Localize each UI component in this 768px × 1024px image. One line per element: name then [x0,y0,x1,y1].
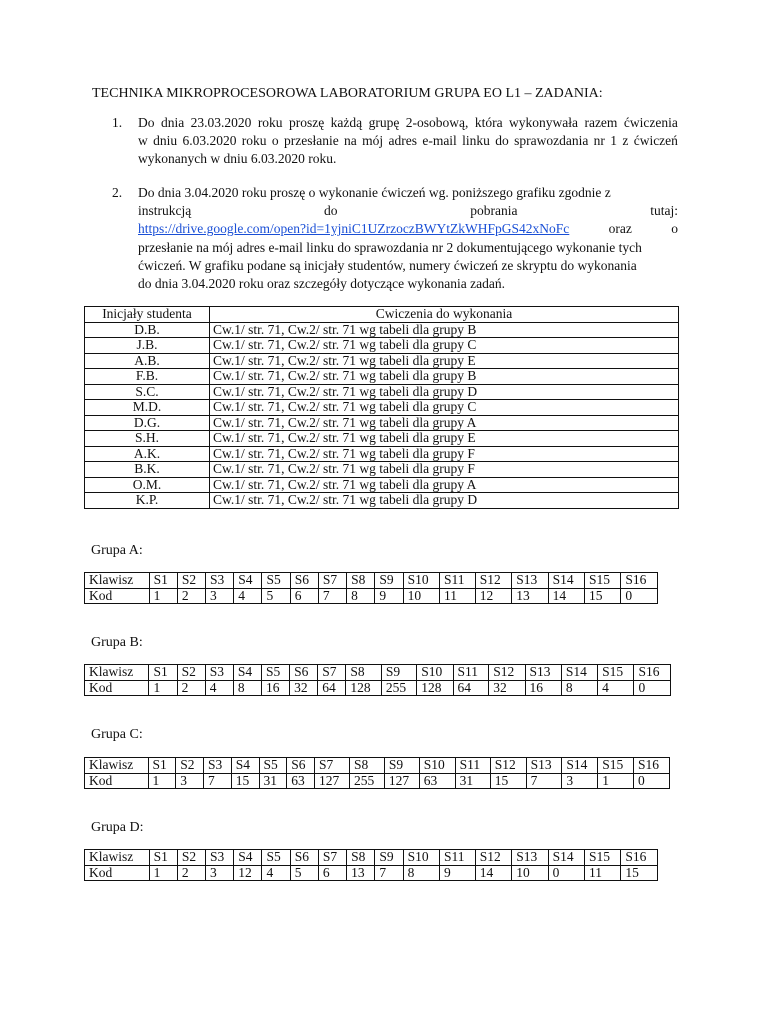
key-cell: S9 [375,573,403,589]
key-row [85,573,658,589]
key-cell: S9 [381,665,416,681]
key-cell: S14 [561,665,597,681]
key-cell: S9 [384,758,419,774]
item-number: 1. [112,115,123,130]
group-label: Grupa D: [91,820,144,835]
code-cell: 31 [259,773,287,789]
code-cell: 127 [315,773,350,789]
key-cell: S12 [475,850,511,866]
code-cell: 9 [375,588,403,604]
code-cell: 255 [349,773,384,789]
key-cell: S4 [234,573,262,589]
table-row [85,493,679,509]
code-cell: 3 [206,588,234,604]
word: Do [138,115,155,130]
code-cell: 1 [148,773,176,789]
code-cell: 63 [419,773,455,789]
code-cell: 3 [206,865,234,881]
word: razem [584,115,618,130]
exercises-cell: Cw.1/ str. 71, Cw.2/ str. 71 wg tabeli dla grupy E [210,353,679,369]
word: dniu [153,133,178,149]
key-cell: S8 [347,573,375,589]
code-cell: 128 [417,680,453,696]
exercises-cell: Cw.1/ str. 71, Cw.2/ str. 71 wg tabeli dla grupy C [210,338,679,354]
key-cell: S7 [315,758,350,774]
key-row [85,665,671,681]
key-cell: S11 [439,850,475,866]
key-cell: S10 [403,573,439,589]
word: do [495,133,509,149]
group-a-table [84,572,658,604]
code-cell: 9 [439,865,475,881]
code-row [85,773,670,789]
key-cell: S11 [439,573,475,589]
exercises-cell: Cw.1/ str. 71, Cw.2/ str. 71 wg tabeli dla grupy F [210,446,679,462]
code-cell: 32 [290,680,318,696]
key-cell: S12 [490,758,526,774]
key-cell: S14 [548,573,584,589]
key-cell: S1 [149,573,177,589]
key-cell: S1 [148,758,176,774]
exercises-cell: Cw.1/ str. 71, Cw.2/ str. 71 wg tabeli dla grupy C [210,400,679,416]
group-c-table [84,757,670,789]
student-initials-cell: S.H. [85,431,210,447]
code-cell: 3 [176,773,204,789]
key-cell: S7 [318,573,346,589]
table-row [85,369,679,385]
item-number: 2. [112,185,123,200]
item-line: ćwiczeń. W grafiku podane są inicjały studentów, numery ćwiczeń ze skryptu do wykonania [138,257,637,273]
key-cell: S1 [149,850,177,866]
student-initials-cell: J.B. [85,338,210,354]
code-cell: 15 [490,773,526,789]
word: ćwiczeń [633,133,678,149]
key-cell: S3 [206,850,234,866]
code-cell: 16 [262,680,290,696]
code-cell: 15 [585,588,621,604]
key-cell: S6 [290,573,318,589]
code-row [85,865,658,881]
word: z [622,133,629,149]
code-cell: 255 [381,680,416,696]
item-line-justified [138,202,678,220]
key-cell: S9 [375,850,403,866]
key-cell: Klawisz [85,850,150,866]
code-cell: 7 [526,773,562,789]
word: o [271,133,279,149]
table-row [85,400,679,416]
word: na [344,133,357,149]
code-cell: Kod [85,865,150,881]
word: tutaj: [650,203,678,219]
code-cell: 13 [512,588,548,604]
code-cell: Kod [85,588,150,604]
key-cell: S11 [455,758,490,774]
word: przesłanie [283,133,339,149]
key-cell: S13 [512,573,548,589]
student-initials-cell: D.B. [85,322,210,338]
table-header-row [85,307,679,323]
code-row [85,680,671,696]
table-row [85,462,679,478]
task-item-2 [112,184,678,293]
key-cell: S8 [347,850,375,866]
key-cell: S16 [621,573,658,589]
code-cell: 64 [318,680,346,696]
key-cell: S16 [634,665,671,681]
code-cell: 63 [287,773,315,789]
table-row [85,384,679,400]
key-cell: Klawisz [85,758,149,774]
code-cell: 4 [205,680,233,696]
task-item-1 [112,114,678,169]
word: 23.03.2020 [190,115,252,130]
student-initials-cell: A.K. [85,446,210,462]
code-cell: 16 [525,680,561,696]
word: linku [462,133,490,149]
key-cell: S15 [598,665,634,681]
item-line-link [138,220,678,238]
group-label: Grupa C: [91,727,143,742]
code-cell: 2 [177,680,205,696]
key-cell: S3 [206,573,234,589]
code-cell: 0 [634,773,670,789]
document-title: TECHNIKA MIKROPROCESOROWA LABORATORIUM GRUPA EO L1 – ZADANIA: [92,86,603,101]
word: proszę [289,115,325,130]
key-row [85,850,658,866]
word: ćwiczenia [623,115,678,130]
key-cell: S14 [562,758,598,774]
exercises-cell: Cw.1/ str. 71, Cw.2/ str. 71 wg tabeli dla grupy B [210,369,679,385]
key-cell: S6 [290,850,318,866]
code-cell: 5 [290,865,318,881]
word: e-mail [422,133,457,149]
word: dnia [160,115,185,130]
key-cell: S6 [290,665,318,681]
key-cell: S4 [231,758,259,774]
key-cell: S11 [453,665,489,681]
table-row [85,415,679,431]
exercises-cell: Cw.1/ str. 71, Cw.2/ str. 71 wg tabeli dla grupy E [210,431,679,447]
code-cell: 2 [177,865,205,881]
item-line: wykonanych w dniu 6.03.2020 roku. [138,151,337,167]
key-cell: S10 [419,758,455,774]
exercises-cell: Cw.1/ str. 71, Cw.2/ str. 71 wg tabeli dla grupy D [210,384,679,400]
table-row [85,477,679,493]
key-cell: S2 [177,665,205,681]
code-cell: 0 [548,865,584,881]
word: wykonywała [509,115,579,130]
drive-link[interactable]: https://drive.google.com/open?id=1yjniC1UZrzoczBWYtZkWHFpGS42xNoFc [138,221,570,237]
code-cell: 11 [585,865,621,881]
key-cell: S5 [262,850,290,866]
code-cell: 14 [548,588,584,604]
code-cell: 4 [234,588,262,604]
code-cell: 6 [290,588,318,604]
key-cell: S5 [262,573,290,589]
key-cell: S5 [262,665,290,681]
code-cell: 7 [318,588,346,604]
key-cell: S15 [585,573,621,589]
student-initials-cell: M.D. [85,400,210,416]
item-line: przesłanie na mój adres e-mail linku do sprawozdania nr 2 dokumentującego wykonanie tych [138,239,642,255]
column-header-exercises: Cwiczenia do wykonania [210,307,679,323]
key-cell: S8 [346,665,381,681]
code-cell: 15 [231,773,259,789]
key-cell: S15 [585,850,621,866]
key-cell: S7 [318,665,346,681]
students-table [84,306,679,509]
item-line [138,132,678,150]
word: roku [241,133,267,149]
key-cell: S3 [204,758,232,774]
word: sprawozdania [514,133,589,149]
group-label: Grupa B: [91,635,143,650]
code-cell: 15 [621,865,658,881]
key-cell: S16 [634,758,670,774]
table-row [85,338,679,354]
word: która [474,115,503,130]
table-row [85,431,679,447]
key-cell: S8 [349,758,384,774]
key-cell: S4 [234,850,262,866]
student-initials-cell: D.G. [85,415,210,431]
code-cell: 2 [177,588,205,604]
code-cell: 12 [475,588,511,604]
code-cell: 6 [318,865,346,881]
word: do [324,203,338,219]
key-cell: S7 [318,850,346,866]
key-cell: Klawisz [85,573,150,589]
student-initials-cell: O.M. [85,477,210,493]
word: instrukcją [138,203,192,219]
code-cell: 11 [439,588,475,604]
code-cell: 14 [475,865,511,881]
code-cell: 128 [346,680,381,696]
word: każdą [330,115,363,130]
word: mój [362,133,384,149]
code-cell: 64 [453,680,489,696]
key-cell: Klawisz [85,665,149,681]
key-cell: S1 [149,665,177,681]
key-cell: S2 [177,573,205,589]
key-cell: S13 [512,850,548,866]
code-cell: 32 [489,680,525,696]
code-cell: 4 [262,865,290,881]
exercises-cell: Cw.1/ str. 71, Cw.2/ str. 71 wg tabeli dla grupy A [210,477,679,493]
code-cell: 1 [149,588,177,604]
code-cell: 12 [234,865,262,881]
code-cell: 10 [403,588,439,604]
code-cell: 13 [347,865,375,881]
code-row [85,588,658,604]
key-cell: S3 [205,665,233,681]
key-cell: S14 [548,850,584,866]
student-initials-cell: B.K. [85,462,210,478]
code-cell: 10 [512,865,548,881]
word: pobrania [470,203,518,219]
key-cell: S6 [287,758,315,774]
group-label: Grupa A: [91,543,143,558]
code-cell: 127 [384,773,419,789]
student-initials-cell: K.P. [85,493,210,509]
code-cell: 8 [403,865,439,881]
code-cell: 1 [598,773,634,789]
code-cell: 31 [455,773,490,789]
key-cell: S2 [176,758,204,774]
code-cell: 3 [562,773,598,789]
exercises-cell: Cw.1/ str. 71, Cw.2/ str. 71 wg tabeli dla grupy B [210,322,679,338]
word: w [138,133,148,149]
word: 6.03.2020 [182,133,237,149]
exercises-cell: Cw.1/ str. 71, Cw.2/ str. 71 wg tabeli dla grupy D [210,493,679,509]
word: oraz [608,221,632,237]
code-cell: 8 [347,588,375,604]
key-cell: S13 [525,665,561,681]
code-cell: Kod [85,680,149,696]
word: o [671,221,678,237]
key-cell: S4 [233,665,261,681]
student-initials-cell: A.B. [85,353,210,369]
code-cell: 1 [149,865,177,881]
word: 2-osobową, [405,115,469,130]
word: nr [593,133,605,149]
student-initials-cell: S.C. [85,384,210,400]
key-cell: S13 [526,758,562,774]
word: grupę [368,115,400,130]
group-d-table [84,849,658,881]
group-b-table [84,664,671,696]
item-line: Do dnia 3.04.2020 roku proszę o wykonanie ćwiczeń wg. poniższego grafiku zgodnie z [138,185,611,200]
word: roku [257,115,283,130]
code-cell: Kod [85,773,149,789]
key-cell: S5 [259,758,287,774]
exercises-cell: Cw.1/ str. 71, Cw.2/ str. 71 wg tabeli dla grupy A [210,415,679,431]
code-cell: 4 [598,680,634,696]
code-cell: 0 [634,680,671,696]
table-row [85,353,679,369]
column-header-initials: Inicjały studenta [85,307,210,323]
code-cell: 0 [621,588,658,604]
code-cell: 7 [204,773,232,789]
word: 1 [610,133,618,149]
key-row [85,758,670,774]
item-line [138,114,678,132]
student-initials-cell: F.B. [85,369,210,385]
table-row [85,446,679,462]
code-cell: 8 [561,680,597,696]
item-line: do dnia 3.04.2020 roku oraz szczegóły dotyczące wykonania zadań. [138,276,505,292]
key-cell: S15 [598,758,634,774]
key-cell: S10 [403,850,439,866]
code-cell: 8 [233,680,261,696]
key-cell: S16 [621,850,658,866]
key-cell: S2 [177,850,205,866]
word: adres [388,133,417,149]
key-cell: S12 [475,573,511,589]
code-cell: 7 [375,865,403,881]
code-cell: 1 [149,680,177,696]
exercises-cell: Cw.1/ str. 71, Cw.2/ str. 71 wg tabeli dla grupy F [210,462,679,478]
code-cell: 5 [262,588,290,604]
table-row [85,322,679,338]
key-cell: S10 [417,665,453,681]
key-cell: S12 [489,665,525,681]
